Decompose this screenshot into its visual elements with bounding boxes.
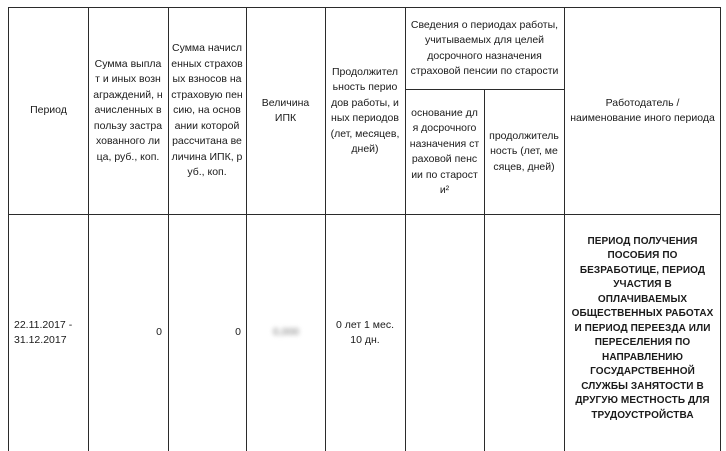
header-early-basis: основание для досрочного назначения страховой пенсии по старости² — [409, 106, 480, 196]
header-payments: Сумма выплат и иных вознаграждений, начисленных в пользу застрахованного лица, руб., коп. — [93, 57, 163, 163]
row-contributions: 0 — [235, 326, 241, 339]
col-border-5 — [405, 7, 406, 451]
header-early-duration: продолжительность (лет, месяцев, дней) — [489, 129, 559, 173]
header-ipk: Величина ИПК — [261, 96, 310, 124]
row-payments: 0 — [156, 326, 162, 339]
row-ipk: 0,000 — [272, 326, 300, 339]
header-early-group: Сведения о периодах работы, учитываемых для целей досрочного назначения страховой пенсии по старости — [410, 18, 559, 77]
col-border-8 — [720, 7, 721, 451]
col-border-1 — [88, 7, 89, 451]
header-duration: Продолжительность периодов работы, иных периодов (лет, месяцев, дней) — [330, 65, 400, 155]
col-border-6 — [484, 89, 485, 451]
row-employer: ПЕРИОД ПОЛУЧЕНИЯ ПОСОБИЯ ПО БЕЗРАБОТИЦЕ, ПЕРИОД УЧАСТИЯ В ОПЛАЧИВАЕМЫХ ОБЩЕСТВЕННЫХ РАБОТАХ И ПЕРИОД ПЕРЕЕЗДА ИЛИ ПЕРЕСЕЛЕНИЯ ПО НАПРАВЛЕНИЮ ГОСУДАРСТВЕННОЙ СЛУЖБЫ ЗАНЯТОСТИ В ДРУГУЮ МЕСТНОСТЬ ДЛЯ ТРУДОУСТРОЙСТВА — [571, 235, 714, 421]
row-duration: 0 лет 1 мес. 10 дн. — [335, 318, 395, 346]
col-border-3 — [246, 7, 247, 451]
col-border-2 — [168, 7, 169, 451]
header-employer: Работодатель / наименование иного периода — [570, 96, 715, 124]
col-border-4 — [325, 7, 326, 451]
header-period: Период — [30, 104, 67, 117]
row-period: 22.11.2017 - 31.12.2017 — [14, 318, 73, 346]
header-contributions: Сумма начисленных страховых взносов на страховую пенсию, на основании которой рассчитана величина ИПК, руб., коп. — [171, 42, 243, 179]
row-early-basis — [409, 215, 480, 451]
row-early-duration — [488, 215, 560, 451]
col-border-7 — [564, 7, 565, 451]
